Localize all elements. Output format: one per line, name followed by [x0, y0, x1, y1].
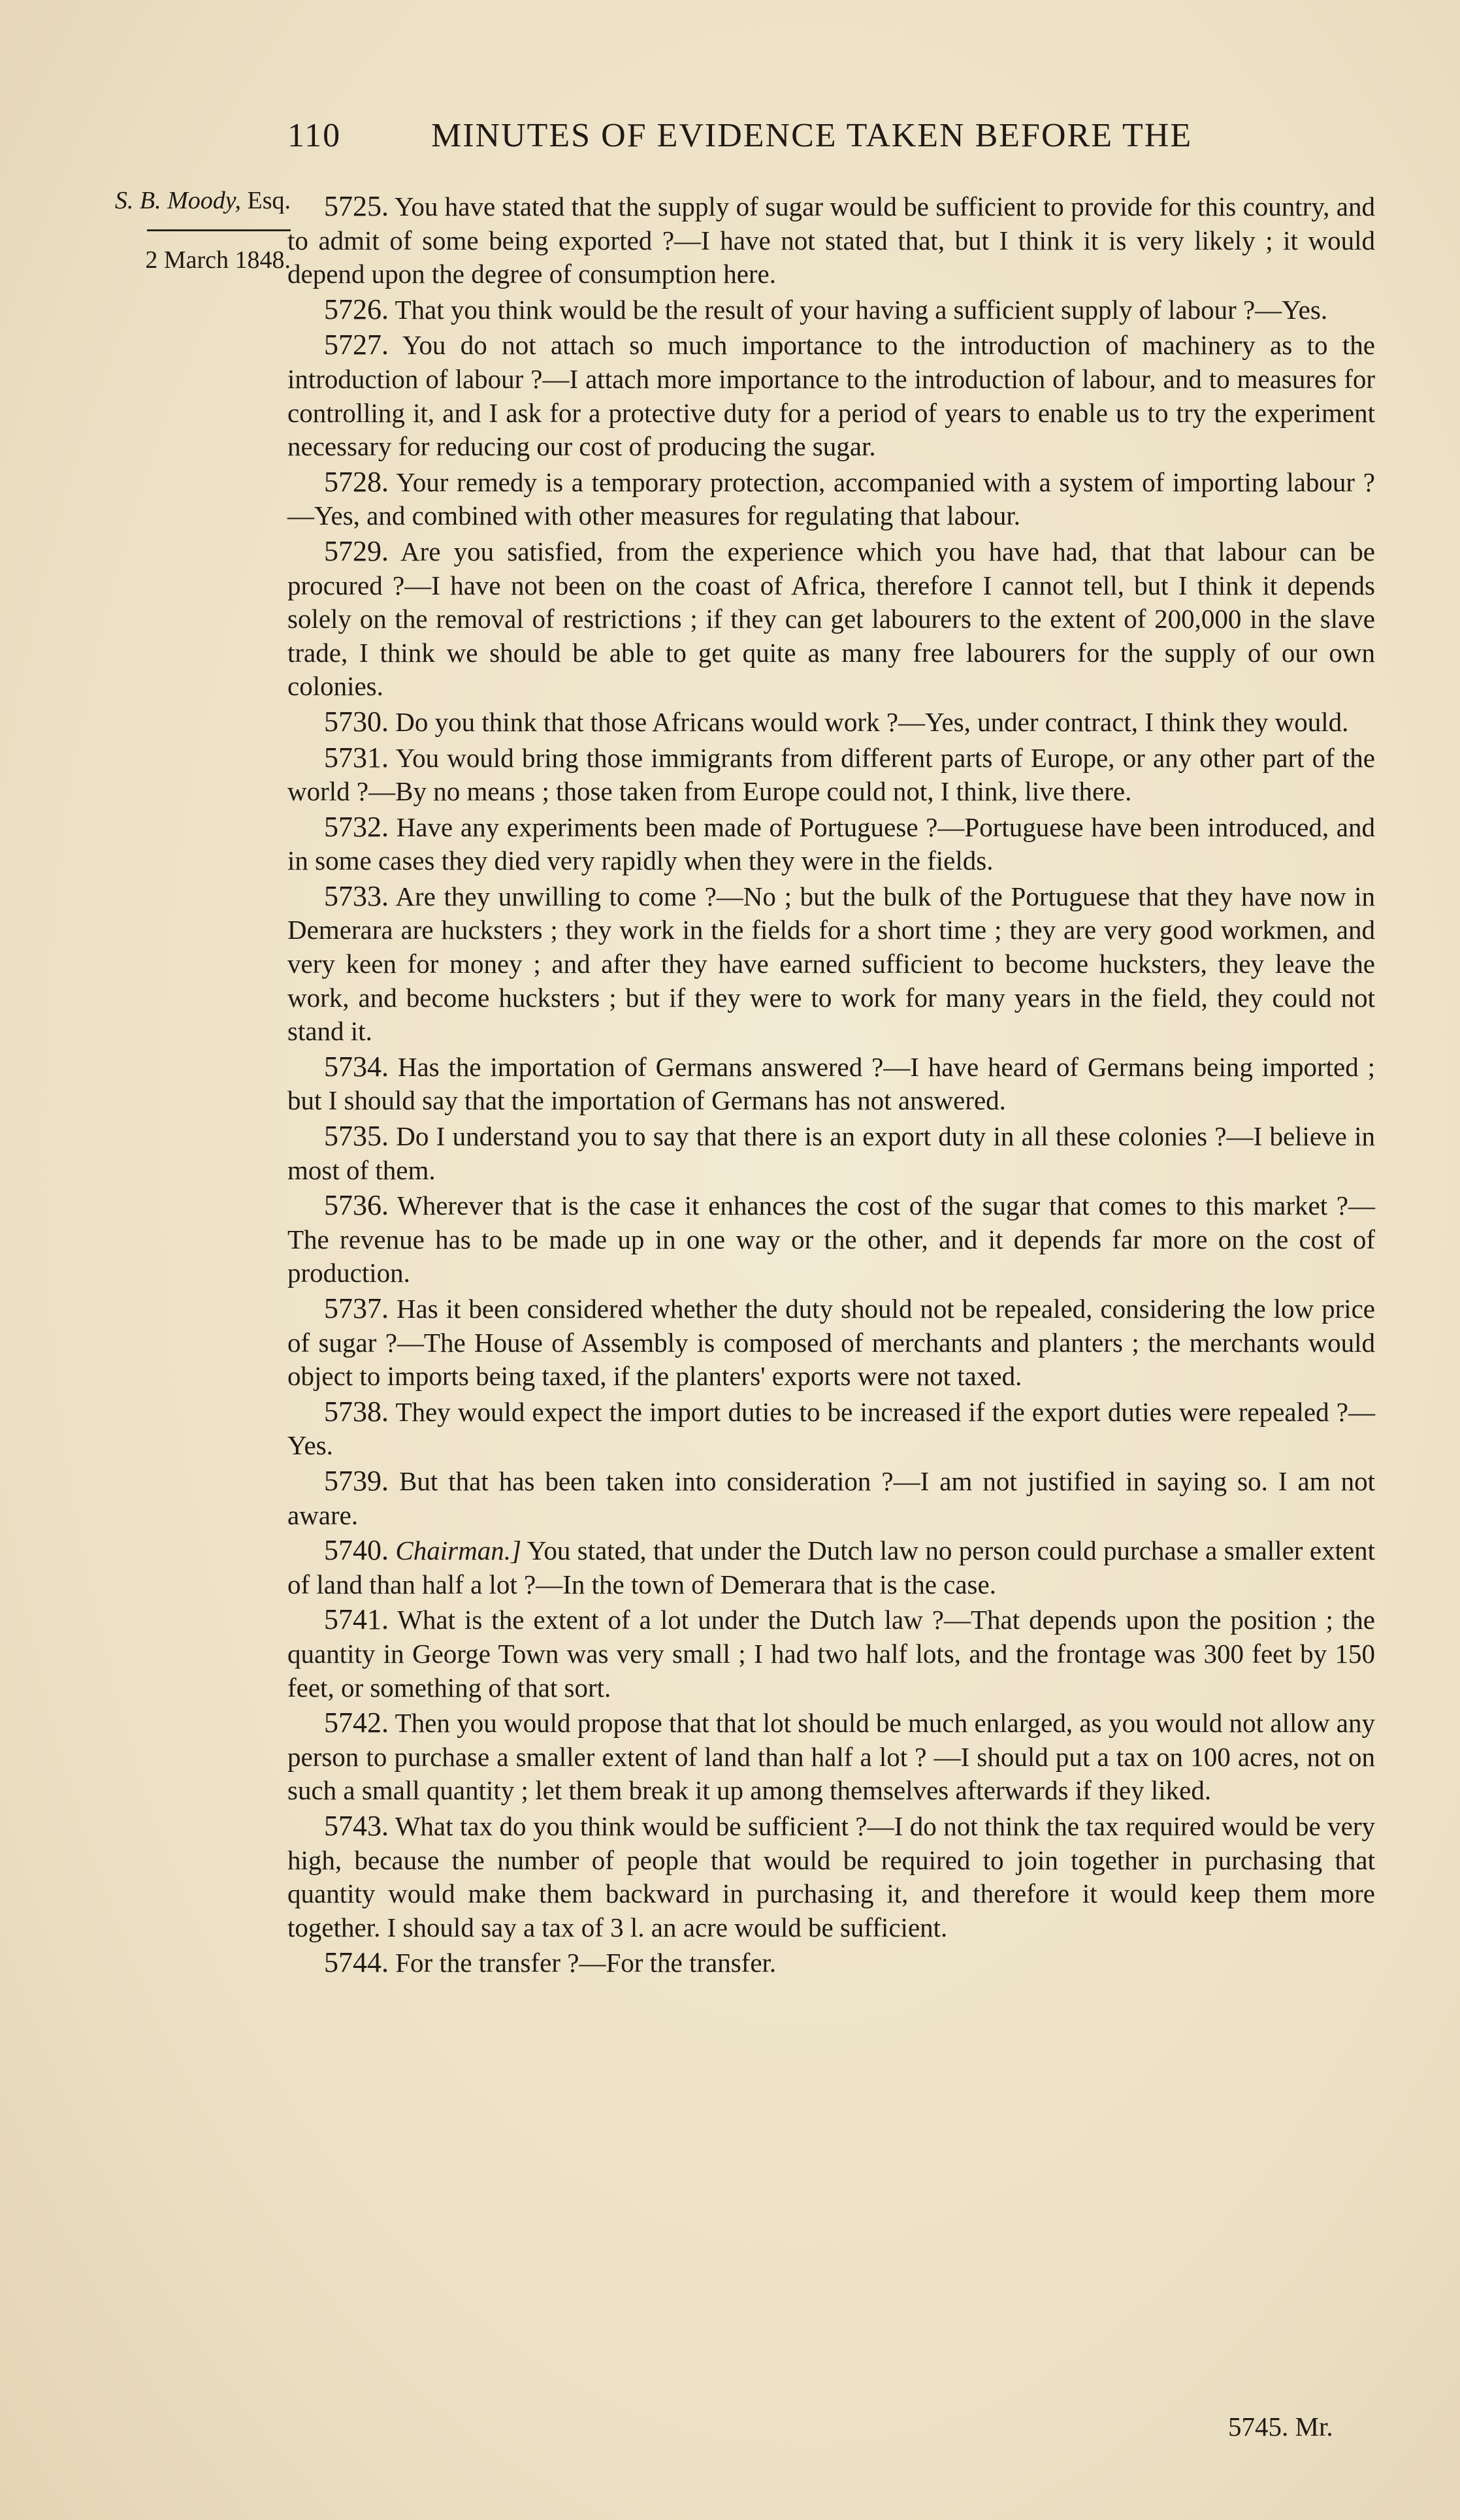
question-answer-text: You stated, that under the Dutch law no person could purchase a smaller extent of land than half a lot ?—In the town of Demerara that is the case.	[287, 1535, 1376, 1599]
margin-date: 2 March 1848.	[145, 246, 291, 274]
running-title: MINUTES OF EVIDENCE TAKEN BEFORE THE	[431, 117, 1193, 154]
evidence-entry	[287, 810, 1375, 878]
question-answer-text: Then you would propose that that lot should be much enlarged, as you would not allow any person to purchase a smaller extent of land than half a lot ? —I should put a tax on 100 acres, not on such a small quantity ; let them break it up among themselves afterwards if they liked.	[287, 1708, 1375, 1806]
question-number: 5738.	[324, 1395, 389, 1428]
question-answer-text: But that has been taken into consideration ?—I am not justified in saying so. I am not aware.	[287, 1465, 1376, 1530]
question-answer-text: You would bring those immigrants from different parts of Europe, or any other part of the world ?—By no means ; those taken from Europe could not, I think, live there.	[287, 742, 1375, 807]
evidence-entry	[287, 1292, 1375, 1394]
catchword: 5745. Mr.	[1228, 2412, 1333, 2442]
question-number: 5744.	[324, 1946, 389, 1979]
question-answer-text: Has it been considered whether the duty should not be repealed, considering the low price of sugar ?—The House of Assembly is composed of merchants and planters ; the merchants would object to imports being taxed, if the planters' exports were not taxed.	[287, 1294, 1376, 1392]
question-answer-text: Have any experiments been made of Portuguese ?—Portuguese have been introduced, and in some cases they died very rapidly when they were in the fields.	[287, 811, 1375, 876]
question-answer-text: That you think would be the result of your having a sufficient supply of labour ?—Yes.	[395, 294, 1328, 325]
question-number: 5739.	[324, 1464, 389, 1497]
question-number: 5725.	[324, 190, 389, 222]
question-answer-text: They would expect the import duties to be increased if the export duties were repealed ?—Yes.	[287, 1396, 1375, 1461]
page-number: 110	[287, 117, 342, 154]
question-answer-text: What is the extent of a lot under the Dutch law ?—That depends upon the position ; the quantity in George Town was very small ; I had two half lots, and the frontage was 300 feet by 150 feet, or something of that sort.	[287, 1605, 1375, 1703]
question-answer-text: Are they unwilling to come ?—No ; but the bulk of the Portuguese that they have now in Demerara are hucksters ; they work in the fields for a short time ; they are very good workmen, and very keen for money ; and after they have earned sufficient to become hucksters, they leave the work, and become hucksters ; but if they were to work for many years in the field, they could not stand it.	[287, 881, 1375, 1047]
evidence-entry	[287, 879, 1375, 1049]
evidence-entry	[287, 534, 1375, 704]
question-answer-text: Do you think that those Africans would work ?—Yes, under contract, I think they would.	[395, 706, 1349, 737]
question-number: 5729.	[324, 534, 389, 567]
evidence-entry	[287, 293, 1375, 327]
margin-rule	[147, 229, 291, 231]
question-number: 5732.	[324, 810, 389, 843]
question-answer-text: You do not attach so much importance to the introduction of machinery as to the introduction of labour ?—I attach more importance to the introduction of labour, and to measures for controlling it, and I ask for a protective duty for a period of years to enable us to try the experiment necessary for reducing our cost of producing the sugar.	[287, 330, 1375, 462]
witness-name	[65, 186, 291, 215]
evidence-entry	[287, 189, 1375, 291]
evidence-entry	[287, 741, 1375, 809]
question-number: 5735.	[324, 1120, 389, 1153]
evidence-entry	[287, 1119, 1375, 1187]
witness-suffix: Esq.	[241, 187, 291, 214]
evidence-entry	[287, 1533, 1375, 1601]
question-number: 5727.	[324, 329, 389, 361]
evidence-entry	[287, 1706, 1375, 1808]
question-answer-text: What tax do you think would be sufficient ?—I do not think the tax required would be very high, because the number of people that would be required to join together in purchasing that quantity would make them backward in purchasing it, and therefore it would keep them more together. I should say a tax of 3 l. an acre would be sufficient.	[287, 1810, 1375, 1942]
question-answer-text: Your remedy is a temporary protection, accompanied with a system of importing labour ?—Yes, and combined with other measures for regulating that labour.	[287, 466, 1375, 531]
question-number: 5726.	[324, 293, 389, 325]
question-answer-text: For the transfer ?—For the transfer.	[395, 1948, 777, 1978]
question-number: 5740.	[324, 1534, 389, 1567]
question-answer-text: Has the importation of Germans answered ?—I have heard of Germans being imported ; but I should say that the importation of Germans has not answered.	[287, 1051, 1375, 1116]
question-number: 5730.	[324, 705, 389, 738]
evidence-entry	[287, 1050, 1375, 1118]
evidence-body	[287, 189, 1375, 1982]
evidence-entry	[287, 1946, 1375, 1980]
question-number: 5742.	[324, 1707, 389, 1739]
evidence-entry	[287, 1395, 1375, 1463]
question-answer-text: You have stated that the supply of sugar would be sufficient to provide for this country, and to admit of some being exported ?—I have not stated that, but I think it is very likely ; it would depend upon the degree of consumption here.	[287, 191, 1375, 289]
evidence-entry	[287, 705, 1375, 740]
evidence-entry	[287, 1464, 1375, 1532]
margin-note	[65, 186, 291, 274]
question-number: 5731.	[324, 741, 389, 774]
question-number: 5736.	[324, 1189, 389, 1222]
question-number: 5734.	[324, 1050, 389, 1083]
question-number: 5737.	[324, 1292, 389, 1324]
evidence-entry	[287, 1188, 1375, 1290]
speaker-label: Chairman.]	[395, 1535, 521, 1566]
question-answer-text: Wherever that is the case it enhances the cost of the sugar that comes to this market ?—The revenue has to be made up in one way or the other, and it depends far more on the cost of production.	[287, 1190, 1376, 1288]
evidence-entry	[287, 465, 1375, 533]
question-number: 5728.	[324, 465, 389, 498]
question-answer-text: Do I understand you to say that there is an export duty in all these colonies ?—I believe in most of them.	[287, 1121, 1375, 1185]
question-number: 5741.	[324, 1603, 389, 1636]
evidence-entry	[287, 1603, 1375, 1705]
question-number: 5733.	[324, 879, 389, 912]
evidence-entry	[287, 1809, 1375, 1944]
question-answer-text: Are you satisfied, from the experience which you have had, that that labour can be procured ?—I have not been on the coast of Africa, therefore I cannot tell, but I think it depends solely on the removal of restrictions ; if they can get labourers to the extent of 200,000 in the slave trade, I think we should be able to get quite as many free labourers for the supply of our own colonies.	[287, 536, 1376, 702]
witness-name-text: S. B. Moody,	[114, 187, 241, 214]
page-header	[287, 116, 1267, 155]
evidence-entry	[287, 328, 1375, 463]
question-number: 5743.	[324, 1809, 389, 1842]
